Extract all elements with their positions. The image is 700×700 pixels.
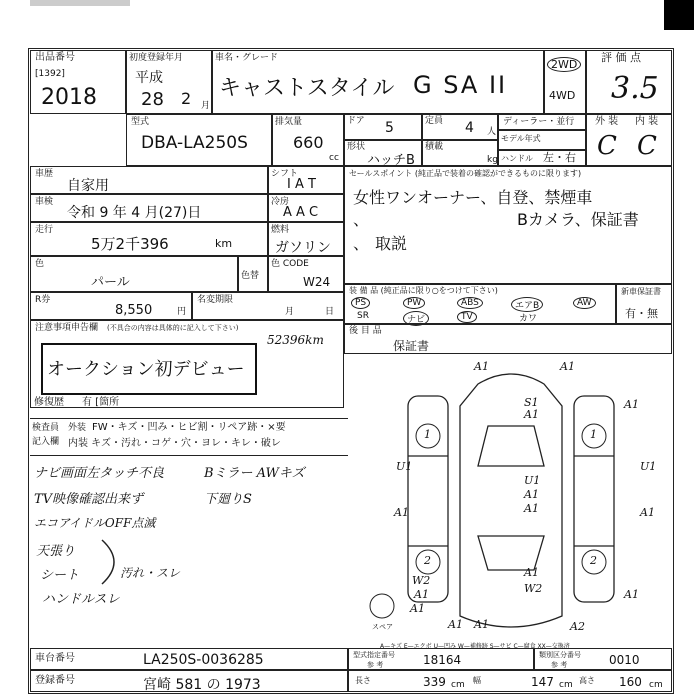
- cert-box: [348, 648, 534, 670]
- mark-12: U1: [640, 460, 657, 473]
- dims-wid: 147: [531, 675, 554, 689]
- equip-ps: PS: [351, 297, 370, 309]
- mark-22: A1: [474, 618, 489, 631]
- recycle-unit: 円: [177, 307, 187, 317]
- shift-label: シフト: [271, 169, 299, 179]
- equip-navi: ナビ: [403, 311, 429, 326]
- displacement-unit: cc: [329, 153, 339, 163]
- equip-abs: ABS: [457, 297, 483, 309]
- model-label: 型式: [131, 117, 150, 127]
- capacity-label: 定員: [425, 116, 444, 126]
- shift-box: [268, 166, 344, 194]
- notes-mileage: 52396km: [267, 333, 324, 347]
- car-name-label: 車名・グレード: [215, 53, 279, 63]
- name-change-month: 月: [285, 307, 295, 317]
- ext-grade: C: [597, 131, 617, 161]
- mark-10: A1: [524, 488, 539, 501]
- equipment-box: [344, 284, 616, 324]
- class-value: 0010: [609, 653, 640, 667]
- capacity-box: [422, 114, 498, 140]
- shape-box: [344, 140, 422, 166]
- car-name: キャストスタイル: [219, 76, 395, 101]
- displacement-box: [272, 114, 344, 166]
- name-change-label: 名変期限: [197, 295, 234, 305]
- new-warranty-value: 有・無: [625, 307, 658, 320]
- first-reg-era: 平成: [135, 70, 163, 86]
- usage-row: [30, 166, 268, 194]
- shift-value: I A T: [287, 177, 316, 192]
- ext-label: 外 装: [595, 116, 619, 127]
- mark-9: U1: [524, 474, 541, 487]
- hand-note-6: 汚れ・スレ: [120, 566, 181, 580]
- hand-note-7: ハンドルスレ: [42, 592, 120, 607]
- hand-note-4: 天張り: [36, 544, 76, 559]
- ext-int-box: [586, 114, 672, 166]
- fuel-box: [268, 222, 344, 256]
- capacity-unit: 人: [487, 127, 497, 137]
- mark-5: A1: [624, 398, 639, 411]
- usage-label: 車歴: [35, 169, 54, 179]
- color-code-value: W24: [303, 275, 331, 289]
- cert-label-2: 参 考: [367, 661, 384, 669]
- dims-row: [348, 670, 672, 692]
- legend: A—キズ E—エクボ U—凹み W—補修跡 S—サビ C—腐食 XX—交換済: [380, 643, 570, 650]
- hand-note-1: ナビ画面左タッチ不良: [34, 466, 165, 481]
- aircon-label: 冷房: [271, 197, 290, 207]
- dims-wid-unit: cm: [559, 680, 573, 690]
- sales-point-label: セールスポイント (純正品で装着の確認ができるものに限ります): [349, 169, 582, 178]
- first-reg-label: 初度登録年月: [129, 53, 184, 63]
- notes-label: 注意事項申告欄: [35, 323, 99, 333]
- inspector-box: [30, 418, 348, 456]
- mark-19: W2: [524, 582, 543, 595]
- hand-notes: [32, 458, 352, 638]
- mark-2: A1: [560, 360, 575, 373]
- mark-25: A1: [410, 602, 425, 615]
- inspector-label-2: 記入欄: [32, 437, 60, 447]
- dims-wid-label: 幅: [473, 676, 481, 685]
- aircon-value: A A C: [283, 205, 319, 220]
- mark-17: W2: [412, 574, 431, 587]
- aircon-box: [268, 194, 344, 222]
- lot-label: 出品番号: [35, 52, 75, 63]
- color-value: パール: [91, 275, 130, 290]
- hand-note-9: 下廻りS: [204, 492, 252, 507]
- equip-leather: カワ: [519, 314, 538, 324]
- color-label: 色: [35, 259, 45, 269]
- stamp-box: [41, 343, 257, 395]
- sales-bullet-3: 、: [353, 234, 370, 253]
- lot-box: [30, 50, 126, 114]
- color-change-label: 色替: [241, 271, 260, 281]
- dims-hei-label: 高さ: [579, 676, 595, 685]
- equipment-label: 装 備 品 (純正品に限り○をつけて下さい): [349, 286, 498, 295]
- spare-label: スペア: [372, 623, 393, 631]
- inspector-row-2: 内装 キズ・汚れ・コゲ・穴・ヨレ・キレ・破レ: [68, 438, 281, 449]
- recycle-box: [30, 292, 192, 320]
- recycle-label: R券: [35, 295, 51, 305]
- int-grade: C: [637, 131, 657, 161]
- dims-hei: 160: [619, 675, 642, 689]
- sales-line-1: 女性ワンオーナー、自登、禁煙車: [353, 188, 593, 207]
- stamp-text: オークション初デビュー: [47, 359, 245, 380]
- name-change-box: [192, 292, 344, 320]
- dealer-box: [498, 114, 586, 130]
- new-warranty-box: [616, 284, 672, 324]
- mark-13: A1: [394, 506, 409, 519]
- inspection-row: [30, 194, 268, 222]
- drive-box: [544, 50, 586, 114]
- lot-number: 2018: [41, 85, 97, 110]
- color-code-box: [268, 256, 344, 292]
- hand-note-8: Bミラー AWキズ: [204, 466, 305, 481]
- lot-sub: [1392]: [35, 69, 65, 79]
- mark-8: U1: [396, 460, 413, 473]
- fuel-label: 燃料: [271, 225, 290, 235]
- first-reg-box: [126, 50, 212, 114]
- doors-box: [344, 114, 422, 140]
- name-change-day: 日: [325, 307, 335, 317]
- mileage-value: 5万2千396: [91, 235, 169, 253]
- equip-sr: SR: [357, 311, 369, 321]
- doors-value: 5: [385, 120, 394, 136]
- model-year-label: モデル年式: [501, 134, 541, 143]
- cert-value: 18164: [423, 653, 462, 667]
- mileage-unit: km: [215, 237, 233, 250]
- usage-value: 自家用: [67, 178, 109, 194]
- equip-pw: PW: [403, 297, 425, 309]
- first-reg-month: 2: [181, 89, 192, 108]
- load-unit: kg: [487, 155, 498, 165]
- displacement-label: 排気量: [275, 117, 303, 127]
- mark-14: A1: [640, 506, 655, 519]
- equip-tv: TV: [457, 311, 477, 323]
- class-label-2: 参 考: [551, 661, 568, 669]
- mark-1: A1: [474, 360, 489, 373]
- drive-4wd: 4WD: [549, 89, 576, 102]
- int-label: 内 装: [635, 116, 659, 127]
- chassis-value: LA250S-0036285: [143, 652, 264, 668]
- equip-aw: AW: [573, 297, 596, 309]
- mileage-label: 走行: [35, 225, 54, 235]
- shape-value: ハッチB: [367, 153, 415, 168]
- diagram-labels: [348, 356, 674, 642]
- class-box: [534, 648, 672, 670]
- extras-value: 保証書: [393, 339, 430, 353]
- model-box: [126, 114, 272, 166]
- repair-value: 有 [箇所: [82, 397, 120, 408]
- color-code-label: 色 CODE: [271, 259, 309, 269]
- mark-4: A1: [524, 408, 539, 421]
- equipment-row-1: [351, 297, 613, 311]
- hand-note-3: エコアイドルOFF点滅: [34, 516, 156, 530]
- load-box: [422, 140, 498, 166]
- car-name-box: [212, 50, 544, 114]
- sales-point-box: [344, 166, 672, 284]
- fuel-value: ガソリン: [275, 240, 331, 256]
- repair-label: 修復歴: [34, 397, 64, 408]
- equip-airbag: エアB: [511, 297, 543, 312]
- color-change-box: [238, 256, 268, 292]
- hand-note-2: TV映像確認出来ず: [34, 492, 144, 507]
- extras-box: [344, 324, 672, 354]
- inspector-ext-label: 外装: [68, 423, 87, 433]
- car-grade: G SA II: [413, 71, 508, 99]
- model-value: DBA-LA250S: [141, 133, 248, 153]
- sales-line-3: 取説: [375, 234, 408, 253]
- plate-label: 登録番号: [35, 675, 75, 686]
- first-reg-year: 28: [141, 89, 164, 110]
- chassis-row: [30, 648, 348, 670]
- score-value: 3.5: [611, 71, 659, 106]
- inspector-row-1: FW・キズ・凹み・ヒビ割・リペア跡・×要: [92, 422, 286, 433]
- dealer-label: ディーラー・並行: [503, 117, 575, 127]
- model-year-box: [498, 130, 586, 150]
- displacement-value: 660: [293, 133, 324, 152]
- sales-line-2: Bカメラ、保証書: [517, 210, 639, 229]
- sales-bullet-2: 、: [353, 210, 370, 229]
- plate-value: 宮崎 581 の 1973: [143, 677, 261, 693]
- handle-label: ハンドル: [501, 154, 533, 163]
- top-strip: [30, 0, 130, 6]
- equipment-row-2: [351, 311, 613, 323]
- shape-label: 形状: [347, 142, 366, 152]
- drive-2wd: 2WD: [547, 57, 581, 72]
- dims-len-label: 長さ: [355, 676, 371, 685]
- mark-23: A1: [448, 618, 463, 631]
- notes-sub: (不具合の内容は具体的に記入して下さい): [107, 324, 239, 332]
- repair-row: [30, 396, 344, 410]
- cert-label-1: 型式指定番号: [353, 651, 395, 659]
- extras-label: 後 目 品: [349, 326, 382, 336]
- bracket-mark: [98, 538, 128, 586]
- mileage-row: [30, 222, 268, 256]
- handle-box: [498, 150, 586, 166]
- hand-note-5: シート: [40, 568, 80, 583]
- recycle-value: 8,550: [115, 303, 153, 318]
- mark-21: A1: [624, 588, 639, 601]
- dims-hei-unit: cm: [649, 680, 663, 690]
- mark-15: 2: [424, 554, 431, 567]
- color-row: [30, 256, 238, 292]
- dims-len: 339: [423, 675, 446, 689]
- mark-16: 2: [590, 554, 597, 567]
- capacity-value: 4: [465, 120, 474, 136]
- mark-7: 1: [590, 428, 597, 441]
- score-box: [586, 50, 672, 114]
- chassis-label: 車台番号: [35, 653, 75, 664]
- dims-len-unit: cm: [451, 680, 465, 690]
- mark-20: A1: [414, 588, 429, 601]
- mark-18: A1: [524, 566, 539, 579]
- notes-box: [30, 320, 344, 408]
- inspection-label: 車検: [35, 197, 54, 207]
- new-warranty-label: 新車保証書: [621, 287, 661, 296]
- doors-label: ドア: [347, 116, 365, 126]
- load-label: 積載: [425, 142, 444, 152]
- corner-mark: [664, 0, 694, 30]
- inspector-label-1: 検査員: [32, 423, 60, 433]
- class-label-1: 類別区分番号: [539, 651, 581, 659]
- plate-row: [30, 670, 348, 692]
- first-reg-month-unit: 月: [201, 101, 211, 111]
- mark-3: S1: [524, 396, 539, 409]
- mark-11: A1: [524, 502, 539, 515]
- inspection-value: 令和 9 年 4 月(27)日: [67, 205, 202, 221]
- mark-6: 1: [424, 428, 431, 441]
- handle-value: 左・右: [543, 151, 576, 164]
- score-label: 評 価 点: [601, 51, 641, 64]
- mark-24: A2: [570, 620, 585, 633]
